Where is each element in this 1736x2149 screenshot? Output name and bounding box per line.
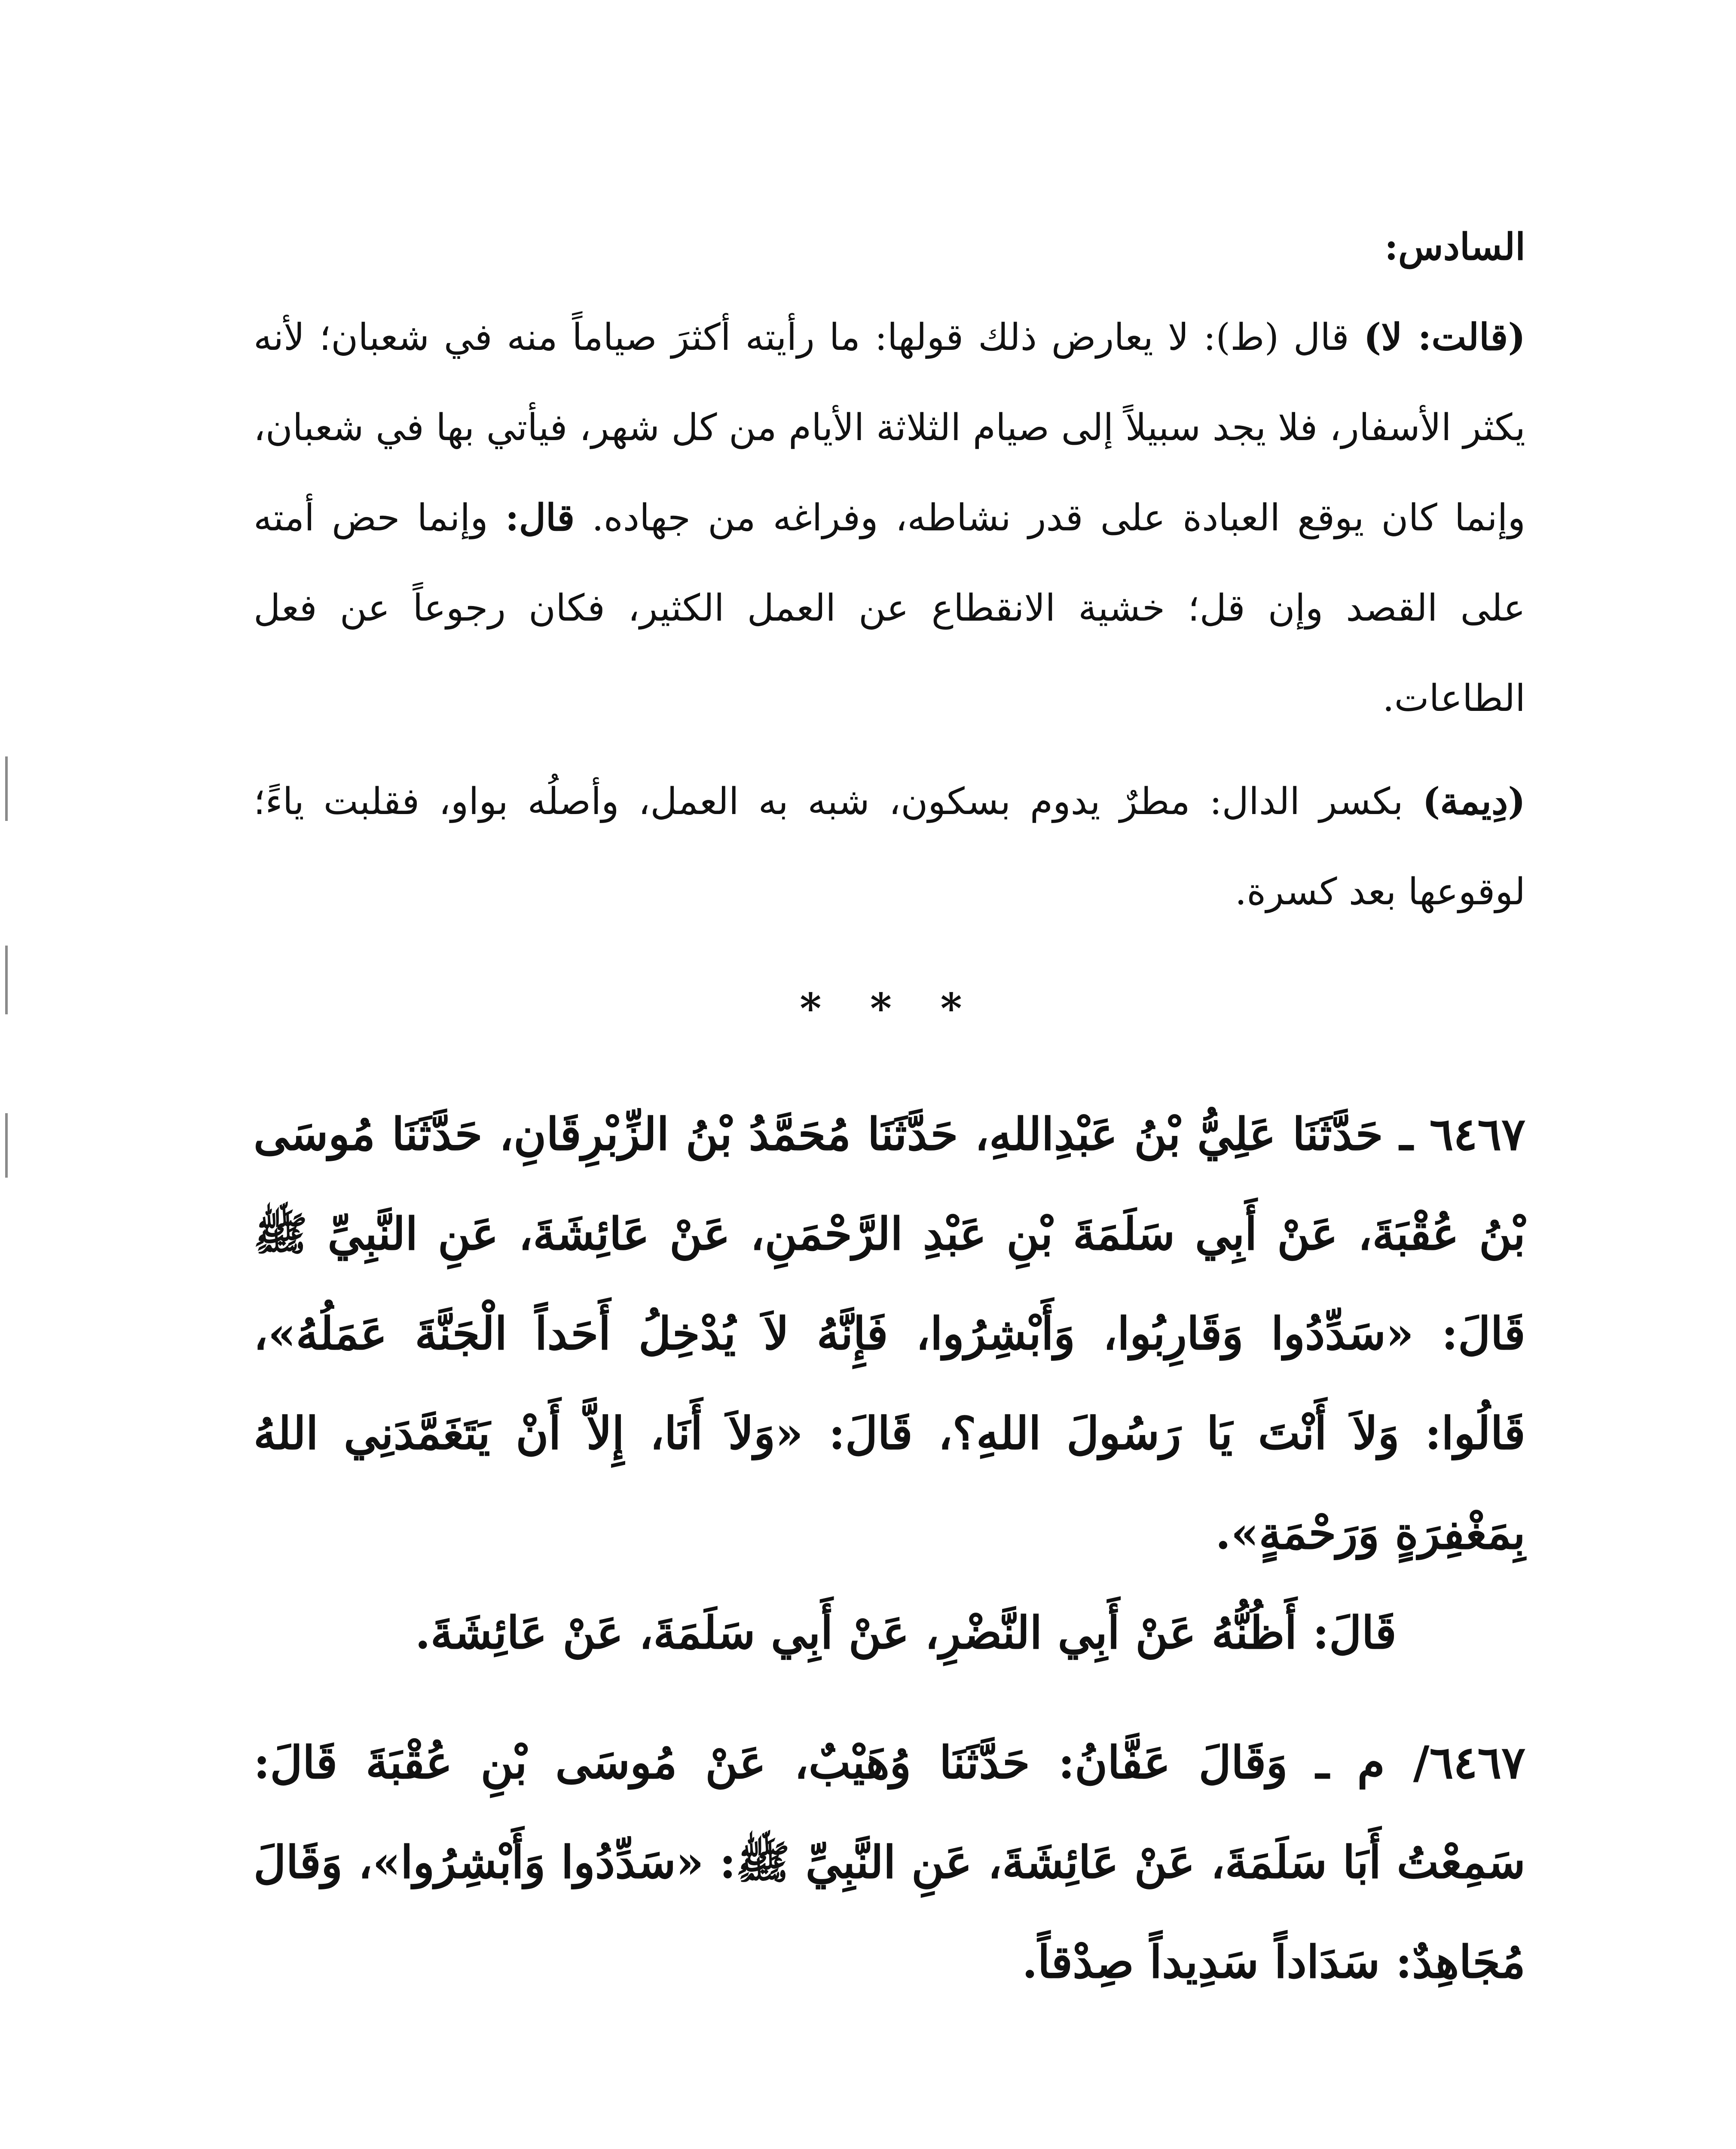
- hadith-text: ٦٤٦٧/ م ـ وَقَالَ عَفَّانُ: حَدَّثَنَا وُهَيْبٌ، عَنْ مُوسَى بْنِ عُقْبَةَ قَالَ: سَمِعْتُ أَبَا سَلَمَةَ، عَنْ عَائِشَةَ، عَنِ النَّبِيِّ ﷺ: «سَدِّدُوا وَأَبْشِرُوا»، وَقَالَ مُجَاهِدٌ: سَدَاداً سَدِيداً صِدْقاً.: [254, 1736, 1526, 1988]
- paragraph-text: بكسر الدال: مطرٌ يدوم بسكون، شبه به العمل، وأصلُه بواو، فقلبت ياءً؛ لوقوعها بعد كسرة.: [254, 780, 1525, 913]
- scan-edge-mark: [5, 756, 8, 821]
- hadith-section: [254, 1084, 1525, 2012]
- quoted-term: (قالت: لا): [1363, 315, 1526, 359]
- paragraph-text: وإنما حض أمته على القصد وإن قل؛ خشية الانقطاع عن العمل الكثير، فكان رجوعاً عن فعل الطاعات.: [254, 496, 1525, 720]
- paragraph-text: قال (ط): لا يعارض ذلك قولها: ما رأيته أكثرَ صياماً منه في شعبان؛ لأنه يكثر الأسفار، فلا يجد سبيلاً إلى صيام الثلاثة الأيام من كل شهر، فيأتي بها في شعبان، وإنما كان يوقع العبادة على قدر نشاطه، وفراغه من جهاده.: [254, 316, 1525, 539]
- commentary-heading: السادس:: [1384, 225, 1525, 269]
- commentary-paragraph: [254, 292, 1525, 744]
- hadith-text: ٦٤٦٧ ـ حَدَّثَنَا عَلِيُّ بْنُ عَبْدِاللهِ، حَدَّثَنَا مُحَمَّدُ بْنُ الزِّبْرِقَانِ، حَدَّثَنَا مُوسَى بْنُ عُقْبَةَ، عَنْ أَبِي سَلَمَةَ بْنِ عَبْدِ الرَّحْمَنِ، عَنْ عَائِشَةَ، عَنِ النَّبِيِّ ﷺ قَالَ: «سَدِّدُوا وَقَارِبُوا، وَأَبْشِرُوا، فَإِنَّهُ لاَ يُدْخِلُ أَحَداً الْجَنَّةَ عَمَلُهُ»، قَالُوا: وَلاَ أَنْتَ يَا رَسُولَ اللهِ؟، قَالَ: «وَلاَ أَنَا، إِلاَّ أَنْ يَتَغَمَّدَنِي اللهُ بِمَغْفِرَةٍ وَرَحْمَةٍ».: [254, 1108, 1525, 1559]
- scan-edge-mark: [5, 1113, 8, 1178]
- quoted-term: (دِيمة): [1422, 780, 1525, 823]
- hadith-addendum: قَالَ: أَظُنُّهُ عَنْ أَبِي النَّضْرِ، عَنْ أَبِي سَلَمَةَ، عَنْ عَائِشَةَ.: [415, 1606, 1397, 1659]
- commentary-section: [254, 202, 1525, 937]
- page-content: [254, 202, 1525, 2012]
- section-separator: * * *: [800, 984, 979, 1033]
- scan-edge-mark: [5, 946, 8, 1014]
- speaker-label: قال:: [505, 496, 575, 539]
- commentary-paragraph: [254, 756, 1525, 937]
